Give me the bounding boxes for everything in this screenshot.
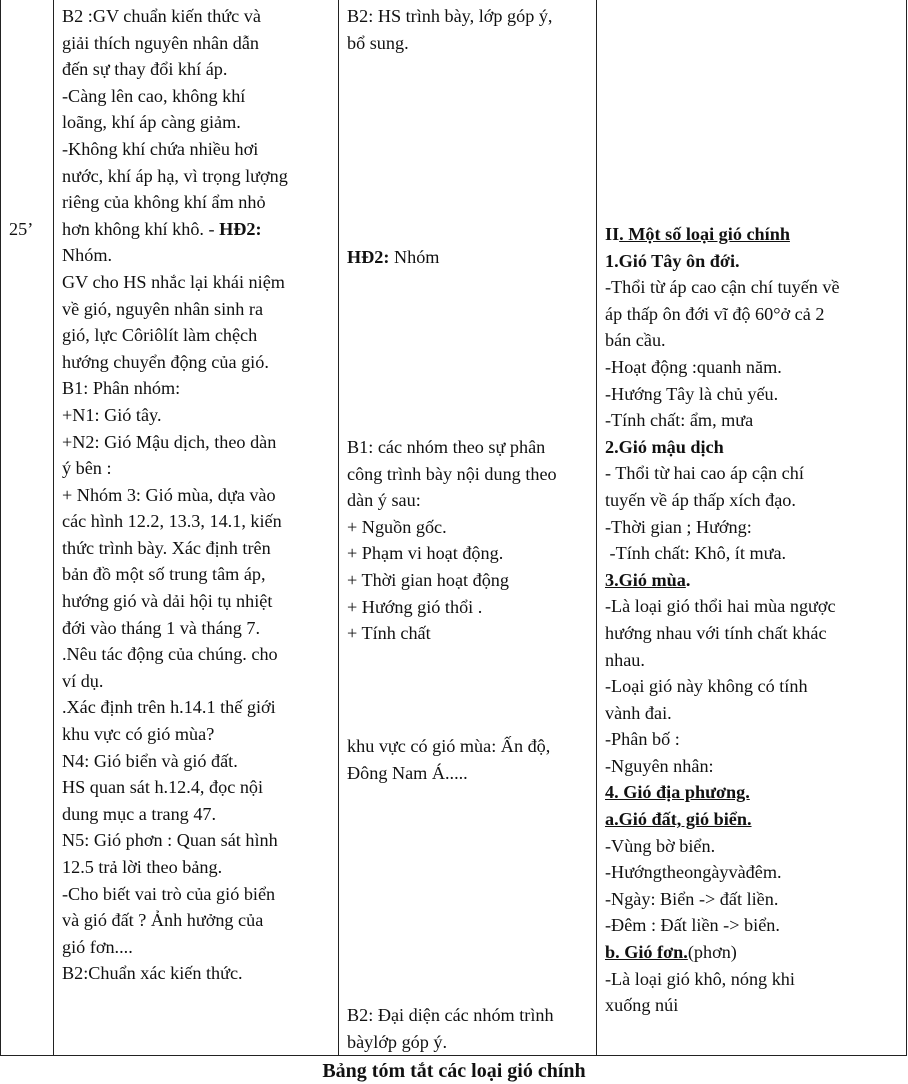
teacher-line: B2 :GV chuẩn kiến thức và — [62, 6, 261, 26]
content-text: II. Một số loại gió chính 1.Gió Tây ôn đới. -Thổi từ áp cao cận chí tuyến về áp thấp ôn đới vĩ độ 60°ở cả 2 bán cầu. -Hoạt động :quanh năm. -Hướng Tây là chủ yếu. -Tính chất: ẩm, mưa 2.Gió mậu dịch - Thổi từ hai cao áp cận chí tuyến về áp thấp xích đạo. -Thời gian ; Hướng: -Tính chất: Khô, ít mưa. 3.Gió mùa. -Là loại gió thổi hai mùa ngược hướng nhau với tính chất khác nhau. -Loại gió này không có tính vành đai. -Phân bố : -Nguyên nhân: 4. Gió địa phương. a.Gió đất, gió biển. -Vùng bờ biển. -Hướngtheongàyvàđêm. -Ngày: Biển -> đất liền. -Đêm : Đất liền -> biển. b. Gió fơn.(phơn) -Là loại gió khô, nóng khi xuống núi — [605, 221, 902, 1019]
student-b1: B1: các nhóm theo sự phân công trình bày nội dung theo dàn ý sau: + Nguồn gốc. + Phạm vi hoạt động. + Thời gian hoạt động + Hướng gió thổi . + Tính chất — [347, 437, 557, 644]
wind-4b-title: b. Gió fơn.(phơn) — [605, 942, 737, 963]
teacher-line: loãng, khí áp càng giảm. — [62, 112, 241, 133]
teacher-line: các hình 12.2, 13.3, 14.1, kiến — [62, 511, 282, 532]
teacher-line: +N1: Gió tây. — [62, 404, 162, 425]
content-cell — [597, 0, 907, 1056]
wind-2-title: 2.Gió mậu dịch — [605, 436, 724, 457]
teacher-line: và gió đất ? Ảnh hưởng của — [62, 910, 264, 931]
teacher-line: ví dụ. — [62, 670, 104, 691]
teacher-line: gió fơn.... — [62, 936, 133, 957]
wind-3-title: 3.Gió mùa. — [605, 569, 691, 590]
teacher-line: hướng chuyển động của gió. — [62, 351, 269, 372]
wind-4a-title: a.Gió đất, gió biển. — [605, 809, 752, 830]
teacher-line: -Không khí chứa nhiều hơi — [62, 138, 259, 159]
teacher-line: Nhóm. — [62, 245, 113, 266]
teacher-line: dung mục a trang 47. — [62, 803, 217, 824]
student-activity-cell — [339, 0, 597, 1056]
student-hd2: HĐ2: Nhóm — [347, 247, 440, 267]
teacher-line: hướng gió và dải hội tụ nhiệt — [62, 591, 273, 612]
teacher-line: .Nêu tác động của chúng. cho — [62, 644, 278, 665]
teacher-line: N4: Gió biển và gió đất. — [62, 750, 238, 771]
teacher-line: đến sự thay đổi khí áp. — [62, 59, 228, 80]
teacher-line: ý bên : — [62, 458, 112, 479]
teacher-line: về gió, nguyên nhân sinh ra — [62, 298, 264, 319]
student-b2-top: B2: HS trình bày, lớp góp ý, bổ sung. — [347, 6, 553, 53]
wind-1-title: 1.Gió Tây ôn đới. — [605, 250, 740, 271]
teacher-line: thức trình bày. Xác định trên — [62, 537, 271, 558]
teacher-line: B2:Chuẩn xác kiến thức. — [62, 963, 243, 984]
teacher-line: nước, khí áp hạ, vì trọng lượng — [62, 165, 288, 186]
teacher-line: khu vực có gió mùa? — [62, 724, 215, 745]
teacher-line: đới vào tháng 1 và tháng 7. — [62, 617, 261, 638]
teacher-line: hơn không khí khô. - HĐ2: — [62, 218, 262, 239]
teacher-line: +N2: Gió Mậu dịch, theo dàn — [62, 431, 277, 452]
teacher-activity-text — [54, 0, 338, 987]
teacher-line: 12.5 trả lời theo bảng. — [62, 857, 223, 877]
teacher-line: + Nhóm 3: Gió mùa, dựa vào — [62, 484, 276, 505]
teacher-activity-cell — [54, 0, 339, 1056]
time-cell — [1, 0, 54, 1056]
teacher-line: GV cho HS nhắc lại khái niệm — [62, 271, 285, 292]
student-b2-bottom: B2: Đại diện các nhóm trình bàylớp góp ý. — [347, 1005, 554, 1052]
table-row — [1, 0, 907, 1056]
teacher-line: -Càng lên cao, không khí — [62, 85, 246, 106]
table-caption: Bảng tóm tắt các loại gió chính — [322, 1060, 586, 1082]
student-monsoon-areas: khu vực có gió mùa: Ấn độ, Đông Nam Á..... — [347, 736, 551, 783]
teacher-line: bản đồ một số trung tâm áp, — [62, 564, 266, 585]
teacher-line: gió, lực Côriôlít làm chệch — [62, 325, 258, 346]
wind-4-title: 4. Gió địa phương. — [605, 782, 750, 803]
teacher-line: .Xác định trên h.14.1 thế giới — [62, 697, 276, 718]
section-heading: II. Một số loại gió chính — [605, 224, 790, 244]
teacher-line: -Cho biết vai trò của gió biển — [62, 883, 276, 904]
teacher-line: riêng của không khí ẩm nhỏ — [62, 192, 266, 213]
teacher-line: giải thích nguyên nhân dẫn — [62, 32, 259, 53]
teacher-line: B1: Phân nhóm: — [62, 378, 181, 399]
time-label: 25’ — [9, 219, 34, 239]
teacher-line: HS quan sát h.12.4, đọc nội — [62, 777, 264, 798]
teacher-line: N5: Gió phơn : Quan sát hình — [62, 830, 278, 851]
